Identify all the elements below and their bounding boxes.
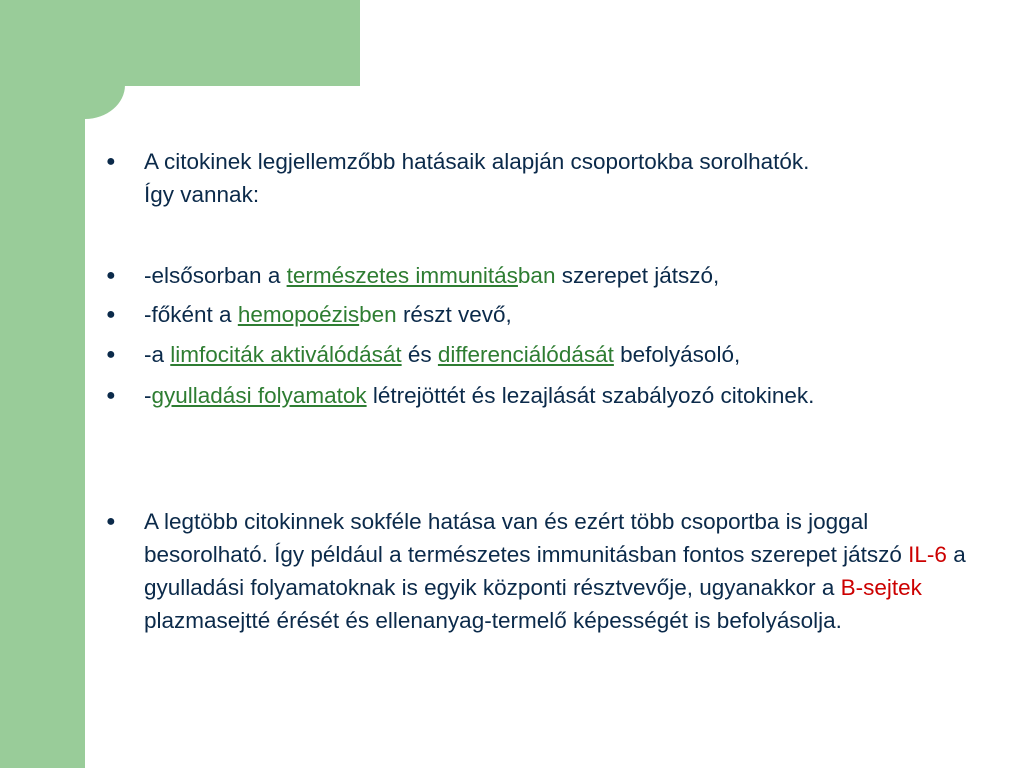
bullet-6-part-3: plazmasejtté érését és ellenanyag-termelő képességét is befolyásolja. [144,608,842,633]
bullet-2-text [144,259,996,292]
bullet-2-prefix: -elsősorban a [144,263,287,288]
bullet-1-line-1: A citokinek legjellemzőbb hatásaik alapján csoportokba sorolhatók. [144,149,810,174]
bullet-6-part-1: A legtöbb citokinnek sokféle hatása van és ezért több csoportba is joggal besorolható. Így például a természetes immunitásban fontos szerepet játszó [144,509,909,567]
bullet-5-post: létrejöttét és lezajlását szabályozó citokinek. [366,383,815,408]
bullet-dot-icon: ● [106,387,116,404]
link-hemopoezis[interactable]: hemopoézis [237,302,360,327]
bullet-5-text [144,379,996,412]
bullet-2-suffix: ban [517,263,556,288]
link-limfocitak-aktivalodasat[interactable]: limfociták aktiválódását [170,342,402,367]
bullet-3-text [144,298,996,331]
highlight-il-6: IL-6 [908,542,947,567]
bullet-1-line-2: Így vannak: [144,182,260,207]
bullet-1-text [144,145,996,211]
bullet-4-mid: és [401,342,438,367]
bullet-3-suffix: ben [359,302,397,327]
bullet-dot-icon: ● [106,513,116,530]
bullet-4-text [144,338,996,371]
bullet-2-post: szerepet játszó, [555,263,720,288]
bullet-dot-icon: ● [106,346,116,363]
bullet-5-prefix: - [144,383,152,408]
bullet-6-text [144,505,996,637]
bullet-4-prefix: -a [144,342,171,367]
highlight-b-sejtek: B-sejtek [840,575,922,600]
link-termeszetes-immunitas[interactable]: természetes immunitás [286,263,518,288]
link-gyulladasi-folyamatok[interactable]: gyulladási folyamatok [151,383,367,408]
bullet-3-prefix: -főként a [144,302,238,327]
bullet-4-post: befolyásoló, [613,342,741,367]
bullet-3-post: részt vevő, [396,302,512,327]
bullet-dot-icon: ● [106,267,116,284]
bullet-dot-icon: ● [106,306,116,323]
link-differencialodasat[interactable]: differenciálódását [437,342,614,367]
bullet-dot-icon: ● [106,153,116,170]
bullet-6-part-2: a gyulladási folyamatoknak is egyik központi résztvevője, ugyanakkor a [144,542,966,600]
